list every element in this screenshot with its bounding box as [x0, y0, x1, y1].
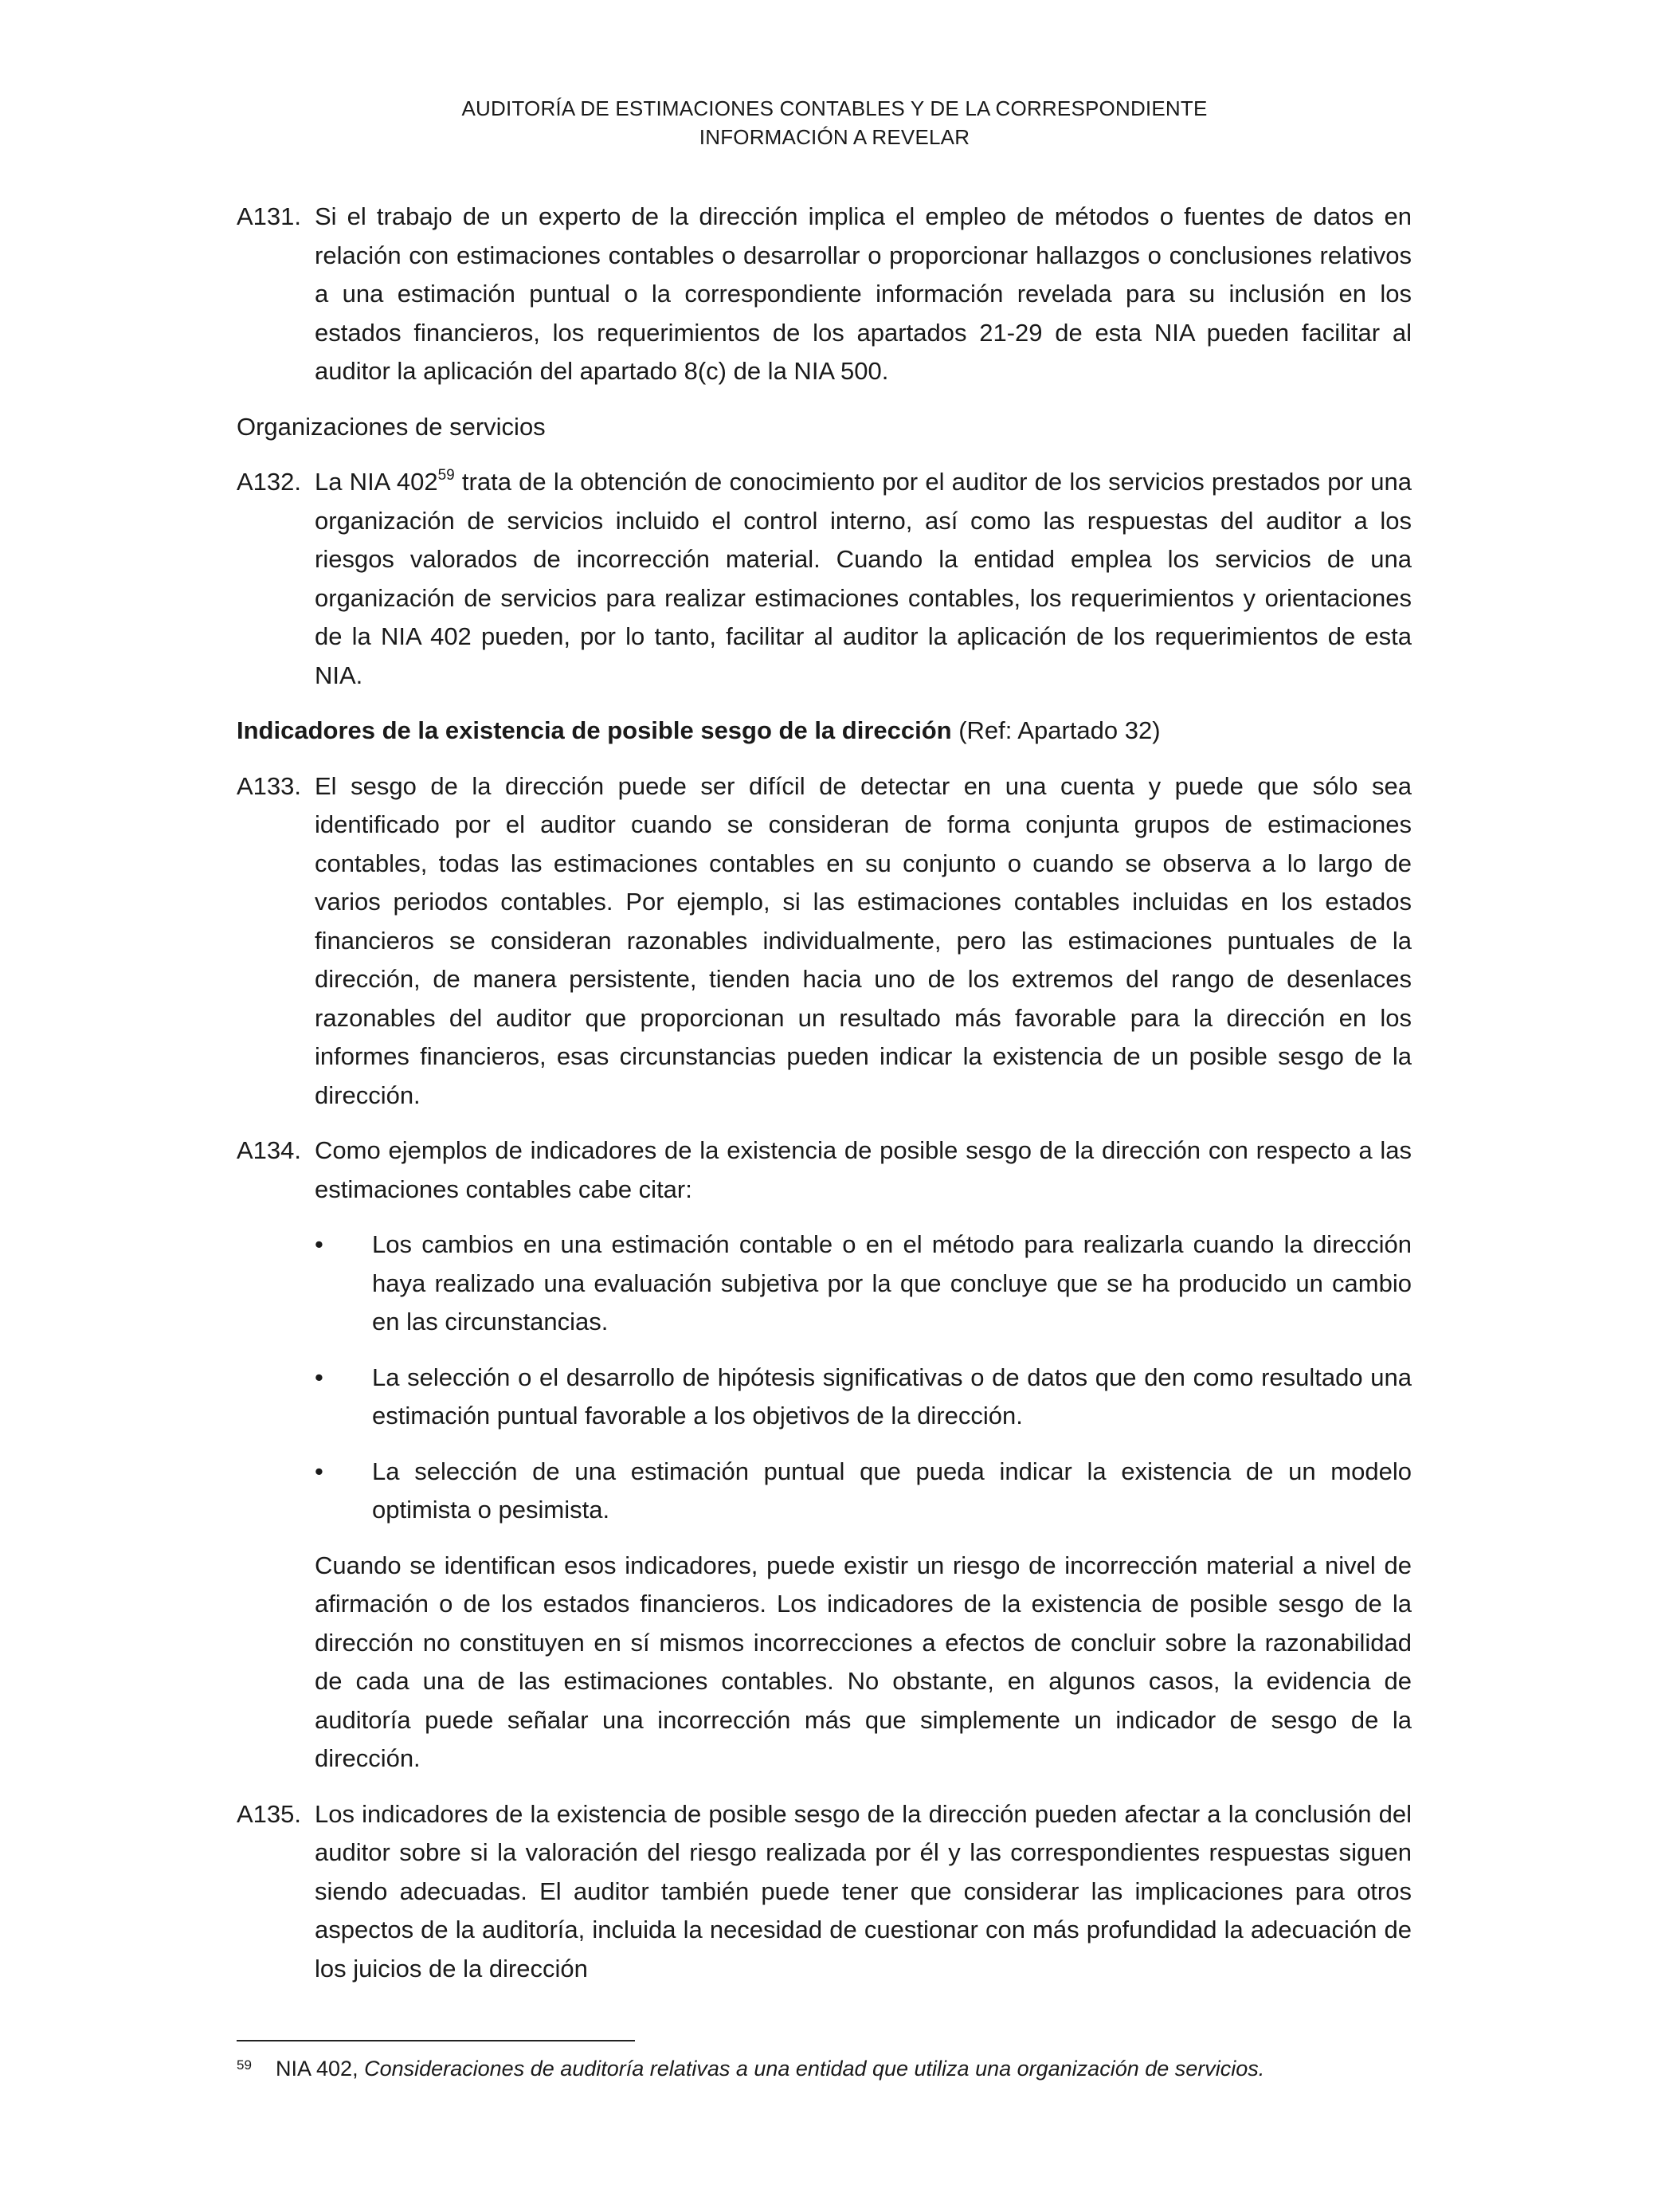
paragraph-number: A135.	[237, 1799, 302, 1828]
footnote-separator	[237, 2040, 635, 2041]
bias-indicator-list	[237, 1226, 1412, 1530]
list-item-text: La selección de una estimación puntual que pueda indicar la existencia de un modelo optimista o pesimista.	[372, 1457, 1412, 1524]
header-line-2: INFORMACIÓN A REVELAR	[699, 125, 970, 149]
footnote-reference[interactable]: 59	[437, 466, 455, 484]
paragraph-text: El sesgo de la dirección puede ser difícil de detectar en una cuenta y puede que sólo sea identificado por el auditor cuando se consideran de forma conjunta grupos de estimaciones contables, todas las estimaciones contables en su conjunto o cuando se observa a lo largo de varios periodos contables. Por ejemplo, si las estimaciones contables incluidas en los estados financieros se consideran razonables individualmente, pero las estimaciones puntuales de la dirección, de manera persistente, tienden hacia uno de los extremos del rango de desenlaces razonables del auditor que proporcionan un resultado más favorable para la dirección en los informes financieros, esas circunstancias pueden indicar la existencia de un posible sesgo de la dirección.	[315, 771, 1412, 1109]
list-item	[315, 1453, 1412, 1530]
list-item-text: La selección o el desarrollo de hipótesis significativas o de datos que den como resultado una estimación puntual favorable a los objetivos de la dirección.	[372, 1363, 1412, 1430]
paragraph-a131	[237, 198, 1412, 391]
bullet-icon: •	[315, 1230, 323, 1258]
paragraph-a133	[237, 767, 1412, 1116]
paragraph-text: Los indicadores de la existencia de posible sesgo de la dirección pueden afectar a la conclusión del auditor sobre si la valoración del riesgo realizada por él y las correspondientes respuestas siguen siendo adecuadas. El auditor también puede tener que considerar las implicaciones para otros aspectos de la auditoría, incluida la necesidad de cuestionar con más profundidad la adecuación de los juicios de la dirección	[315, 1799, 1412, 1983]
paragraph-number: A133.	[237, 771, 302, 800]
bullet-icon: •	[315, 1363, 323, 1391]
heading-reference: (Ref: Apartado 32)	[951, 716, 1161, 744]
footnote-prefix: NIA 402,	[276, 2057, 365, 2081]
footnote-number: 59	[237, 2057, 252, 2073]
list-item	[315, 1226, 1412, 1342]
paragraph-a135	[237, 1795, 1412, 1989]
paragraph-a132	[237, 463, 1412, 695]
section-heading-service-organizations: Organizaciones de servicios	[237, 412, 546, 441]
list-item-text: Los cambios en una estimación contable o en el método para realizarla cuando la dirección haya realizado una evaluación subjetiva por la que concluye que se ha producido un cambio en las circunstancias.	[372, 1230, 1412, 1335]
footnote-text	[276, 2053, 1412, 2085]
paragraph-a134-closing: Cuando se identifican esos indicadores, puede existir un riesgo de incorrección material a nivel de afirmación o de los estados financieros. Los indicadores de la existencia de posible sesgo de la dirección no constituyen en sí mismos incorrecciones a efectos de concluir sobre la razonabilidad de cada una de las estimaciones contables. No obstante, en algunos casos, la evidencia de auditoría puede señalar una incorrección más que simplemente un indicador de sesgo de la dirección.	[315, 1551, 1412, 1772]
document-body	[237, 198, 1412, 2005]
paragraph-a134	[237, 1131, 1412, 1209]
paragraph-text-start: La NIA 402	[315, 468, 438, 496]
bullet-icon: •	[315, 1457, 323, 1485]
section-heading-bias-indicators	[237, 712, 1412, 751]
list-item	[315, 1359, 1412, 1436]
paragraph-number: A131.	[237, 202, 302, 230]
paragraph-text-rest: trata de la obtención de conocimiento por el auditor de los servicios prestados por una organización de servicios incluido el control interno, así como las respuestas del auditor a los riesgos valorados de incorrección material. Cuando la entidad emplea los servicios de una organización de servicios para realizar estimaciones contables, los requerimientos y orientaciones de la NIA 402 pueden, por lo tanto, facilitar al auditor la aplicación de los requerimientos de esta NIA.	[315, 468, 1412, 689]
paragraph-text: Como ejemplos de indicadores de la existencia de posible sesgo de la dirección con respecto a las estimaciones contables cabe citar:	[315, 1136, 1412, 1203]
paragraph-number: A134.	[237, 1136, 302, 1164]
footnote-title: Consideraciones de auditoría relativas a una entidad que utiliza una organización de servicios.	[364, 2057, 1265, 2081]
heading-title: Indicadores de la existencia de posible sesgo de la dirección	[237, 716, 952, 744]
header-line-1: AUDITORÍA DE ESTIMACIONES CONTABLES Y DE LA CORRESPONDIENTE	[461, 96, 1208, 120]
running-header	[0, 94, 1669, 151]
paragraph-text: Si el trabajo de un experto de la dirección implica el empleo de métodos o fuentes de datos en relación con estimaciones contables o desarrollar o proporcionar hallazgos o conclusiones relativos a una estimación puntual o la correspondiente información revelada para su inclusión en los estados financieros, los requerimientos de los apartados 21-29 de esta NIA pueden facilitar al auditor la aplicación del apartado 8(c) de la NIA 500.	[315, 202, 1412, 385]
footnote-59	[237, 2053, 1412, 2085]
paragraph-number: A132.	[237, 468, 302, 496]
